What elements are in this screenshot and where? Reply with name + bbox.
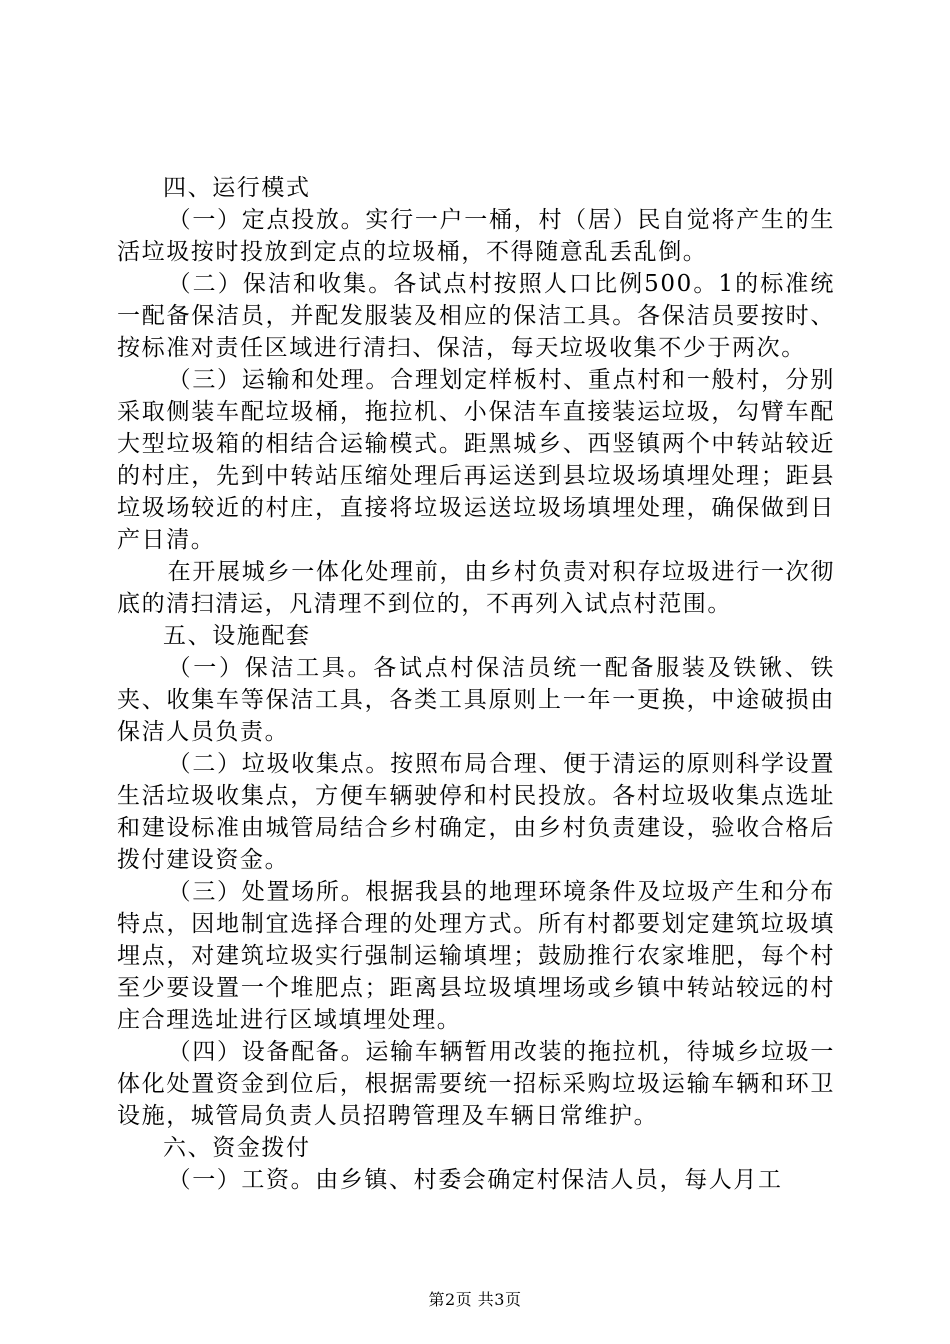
paragraph-wages: （一）工资。由乡镇、村委会确定村保洁人员，每人月工 [167,1167,783,1193]
section-heading-facilities: 五、设施配套 [163,623,311,649]
paragraph-collection-points: （二）垃圾收集点。按照布局合理、便于清运的原则科学设置生活垃圾收集点，方便车辆驶停和村民投放。各村垃圾收集点选址和建设标准由城管局结合乡村确定，由乡村负责建设，验收合格后拨付建设资金。 [117,751,835,873]
paragraph-pre-cleanup: 在开展城乡一体化处理前，由乡村负责对积存垃圾进行一次彻底的清扫清运，凡清理不到位的，不再列入试点村范围。 [117,559,835,617]
document-body [117,172,835,1196]
paragraph-disposal-sites: （三）处置场所。根据我县的地理环境条件及垃圾产生和分布特点，因地制宜选择合理的处理方式。所有村都要划定建筑垃圾填埋点，对建筑垃圾实行强制运输填埋；鼓励推行农家堆肥，每个村至少要设置一个堆肥点；距离县垃圾填埋场或乡镇中转站较远的村庄合理选址进行区域填埋处理。 [117,879,835,1033]
section-heading-operation-mode: 四、运行模式 [163,175,311,201]
section-heading-funding: 六、资金拨付 [163,1135,311,1161]
paragraph-cleaning-tools: （一）保洁工具。各试点村保洁员统一配备服装及铁锹、铁夹、收集车等保洁工具，各类工具原则上一年一更换，中途破损由保洁人员负责。 [117,655,835,745]
paragraph-cleaning-collection: （二）保洁和收集。各试点村按照人口比例500。1的标准统一配备保洁员，并配发服装及相应的保洁工具。各保洁员要按时、按标准对责任区域进行清扫、保洁，每天垃圾收集不少于两次。 [117,271,835,361]
page-number-footer: 第2页 共3页 [428,1290,522,1309]
paragraph-equipment: （四）设备配备。运输车辆暂用改装的拖拉机，待城乡垃圾一体化处置资金到位后，根据需要统一招标采购垃圾运输车辆和环卫设施，城管局负责人员招聘管理及车辆日常维护。 [117,1039,835,1129]
paragraph-transport-processing: （三）运输和处理。合理划定样板村、重点村和一般村，分别采取侧装车配垃圾桶，拖拉机、小保洁车直接装运垃圾，勾臂车配大型垃圾箱的相结合运输模式。距黑城乡、西竖镇两个中转站较近的村庄，先到中转站压缩处理后再运送到县垃圾场填埋处理；距县垃圾场较近的村庄，直接将垃圾运送垃圾场填埋处理，确保做到日产日清。 [117,367,835,553]
paragraph-fixed-point-disposal: （一）定点投放。实行一户一桶，村（居）民自觉将产生的生活垃圾按时投放到定点的垃圾桶，不得随意乱丢乱倒。 [117,207,835,265]
